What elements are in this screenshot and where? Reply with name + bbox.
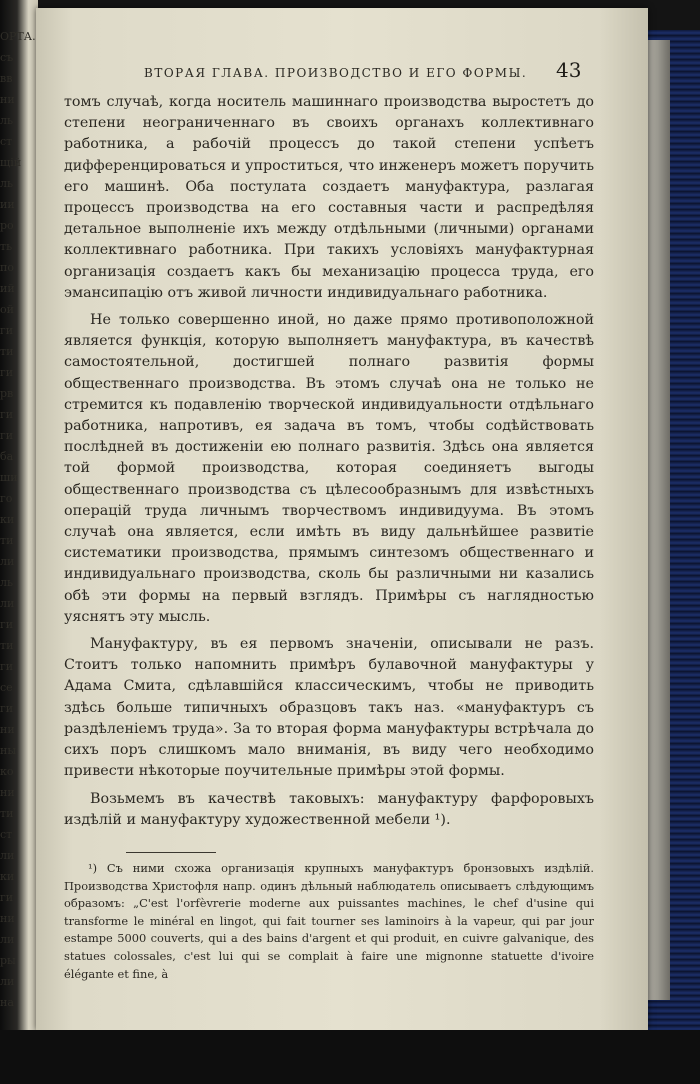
previous-page-text-fragment: го bbox=[0, 492, 13, 505]
previous-page-text-fragment: ги bbox=[0, 429, 14, 442]
previous-page-text-fragment: ий bbox=[0, 282, 15, 295]
previous-page-text-fragment: ги bbox=[0, 891, 14, 904]
page-number: 43 bbox=[556, 58, 582, 82]
previous-page-text-fragment: ки bbox=[0, 513, 15, 526]
previous-page-text-fragment: ги bbox=[0, 324, 14, 337]
previous-page-text-fragment: ги bbox=[0, 618, 14, 631]
previous-page-text-fragment: ны bbox=[0, 744, 17, 757]
paragraph-3: Мануфактуру, въ ея первомъ значеніи, описывали не разъ. Стоитъ только напомнить примѣръ булавочной мануфактуры у Адама Смита, сдѣлавшійся классическимъ, чтобы не приводить здѣсь больше типичныхъ образцовъ такъ наз. «мануфактуръ съ раздѣленіемъ труда». За то вторая форма мануфактуры встрѣчала до сихъ поръ слишкомъ мало вниманія, въ виду чего необходимо привести нѣкоторые поучительные примѣры этой формы. bbox=[64, 636, 594, 780]
previous-page-text-fragment: ли bbox=[0, 849, 15, 862]
previous-page-text-fragment: ги bbox=[0, 702, 14, 715]
previous-page-text-fragment: ни bbox=[0, 786, 15, 799]
previous-page-text-fragment: вв bbox=[0, 72, 13, 85]
previous-page-text-fragment: рв bbox=[0, 387, 14, 400]
previous-page-text-fragment: ти bbox=[0, 345, 14, 358]
previous-page-text-fragment: ст bbox=[0, 135, 13, 148]
previous-page-text-fragment: ли bbox=[0, 933, 15, 946]
previous-page-text-fragment: ст bbox=[0, 828, 13, 841]
previous-page-text-fragment: ро bbox=[0, 219, 14, 232]
running-head: ВТОРАЯ ГЛАВА. ПРОИЗВОДСТВО И ЕГО ФОРМЫ. bbox=[144, 66, 528, 80]
previous-page-fragment bbox=[0, 0, 40, 1084]
paragraph-4: Возьмемъ въ качествѣ таковыхъ: мануфактуру фарфоровыхъ издѣлій и мануфактуру художественной мебели ¹). bbox=[64, 790, 594, 828]
previous-page-text-fragment: ии bbox=[0, 198, 15, 211]
book-page bbox=[36, 8, 648, 1030]
previous-page-text-fragment: ти bbox=[0, 534, 14, 547]
previous-page-text-fragment: ги bbox=[0, 660, 14, 673]
previous-page-text-fragment: ти bbox=[0, 639, 14, 652]
previous-page-text-fragment: ры bbox=[0, 954, 16, 967]
previous-page-text-fragment: ть bbox=[0, 240, 13, 253]
previous-page-text-fragment: ки bbox=[0, 870, 15, 883]
previous-page-text-fragment: ль bbox=[0, 576, 13, 589]
paragraph-1: томъ случаѣ, когда носитель машиннаго производства выростетъ до степени неограниченнаго въ своихъ органахъ коллективнаго работника, а рабочій процессъ до такой степени успѣетъ дифференцироваться и упроститься, что инженеръ можетъ поручить его машинѣ. Оба постулата создаетъ мануфактура, разлагая процессъ производства на его составныя части и распредѣляя детальное выполненіе ихъ между отдѣльными (личными) органами коллективнаго работника. При такихъ условіяхъ мануфактурная организація создаетъ какъ бы механизацію процесса труда, его эмансипацію отъ живой личности индивидуальнаго работника. bbox=[64, 94, 594, 301]
previous-page-text-fragment: ль bbox=[0, 114, 13, 127]
footnote: ¹) Съ ними схожа организація крупныхъ мануфактуръ бронзовыхъ издѣлій. Производства Христофля напр. одинъ дѣльный наблюдатель описываетъ слѣдующимъ образомъ: „C'est l'orfèvrerie moderne aux puissantes machines, le chef d'usine qui transforme le minéral en lingot, qui fait tourner ses laminoirs à la vapeur, qui par jour estampe 5000 couverts, qui a des bains d'argent et qui produit, en cuivre galvanique, des statues colossales, c'est lui qui se complait à faire une mignonne statuette d'ivoire élégante et fine, à bbox=[64, 861, 594, 981]
body-text bbox=[64, 92, 594, 837]
previous-page-text-fragment: ли bbox=[0, 555, 15, 568]
previous-page-text-fragment: ги bbox=[0, 366, 14, 379]
previous-page-text-fragment: ли bbox=[0, 975, 15, 988]
previous-page-text-fragment: ши bbox=[0, 471, 18, 484]
previous-page-text-fragment: по bbox=[0, 261, 14, 274]
previous-page-text-fragment: ОРТА. bbox=[0, 30, 36, 43]
previous-page-text-fragment: ни bbox=[0, 93, 15, 106]
previous-page-text-fragment: ко bbox=[0, 765, 14, 778]
previous-page-text-fragment: ни bbox=[0, 912, 15, 925]
previous-page-text-fragment: ой bbox=[0, 303, 14, 316]
footnote-divider bbox=[126, 852, 216, 853]
previous-page-text-fragment: се bbox=[0, 681, 13, 694]
previous-page-text-fragment: щій bbox=[0, 156, 22, 169]
previous-page-text-fragment: ги bbox=[0, 408, 14, 421]
previous-page-text-fragment: ли bbox=[0, 597, 15, 610]
previous-page-text-fragment: ни bbox=[0, 723, 15, 736]
paragraph-2: Не только совершенно иной, но даже прямо противоположной является функція, которую выполняетъ мануфактура, въ качествѣ самостоятельной, достигшей полнаго развитія формы общественнаго производства. Въ этомъ случаѣ она не только не стремится къ подавленію творческой индивидуальности отдѣльнаго работника, напротивъ, ея задача въ томъ, чтобы содѣйствовать послѣдней въ достиженіи ею полнаго развитія. Здѣсь она является той формой производства, которая соединяетъ выгоды общественнаго производства съ цѣлесообразнымъ для извѣстныхъ операцій труда личнымъ творчествомъ индивидуума. Въ этомъ случаѣ она является, если имѣть въ виду дальнѣйшее развитіе систематики производства, прямымъ синтезомъ общественнаго и индивидуальнаго производства, сколь бы различными ни казались обѣ эти формы на первый взглядъ. Примѣры съ наглядностью уяснятъ эту мысль. bbox=[64, 312, 594, 625]
previous-page-text-fragment: на bbox=[0, 996, 14, 1009]
previous-page-text-fragment: ль bbox=[0, 177, 13, 190]
previous-page-text-fragment: ба bbox=[0, 450, 14, 463]
background-shadow bbox=[0, 1030, 700, 1084]
previous-page-text-fragment: съ bbox=[0, 51, 14, 64]
previous-page-text-fragment: ти bbox=[0, 807, 14, 820]
